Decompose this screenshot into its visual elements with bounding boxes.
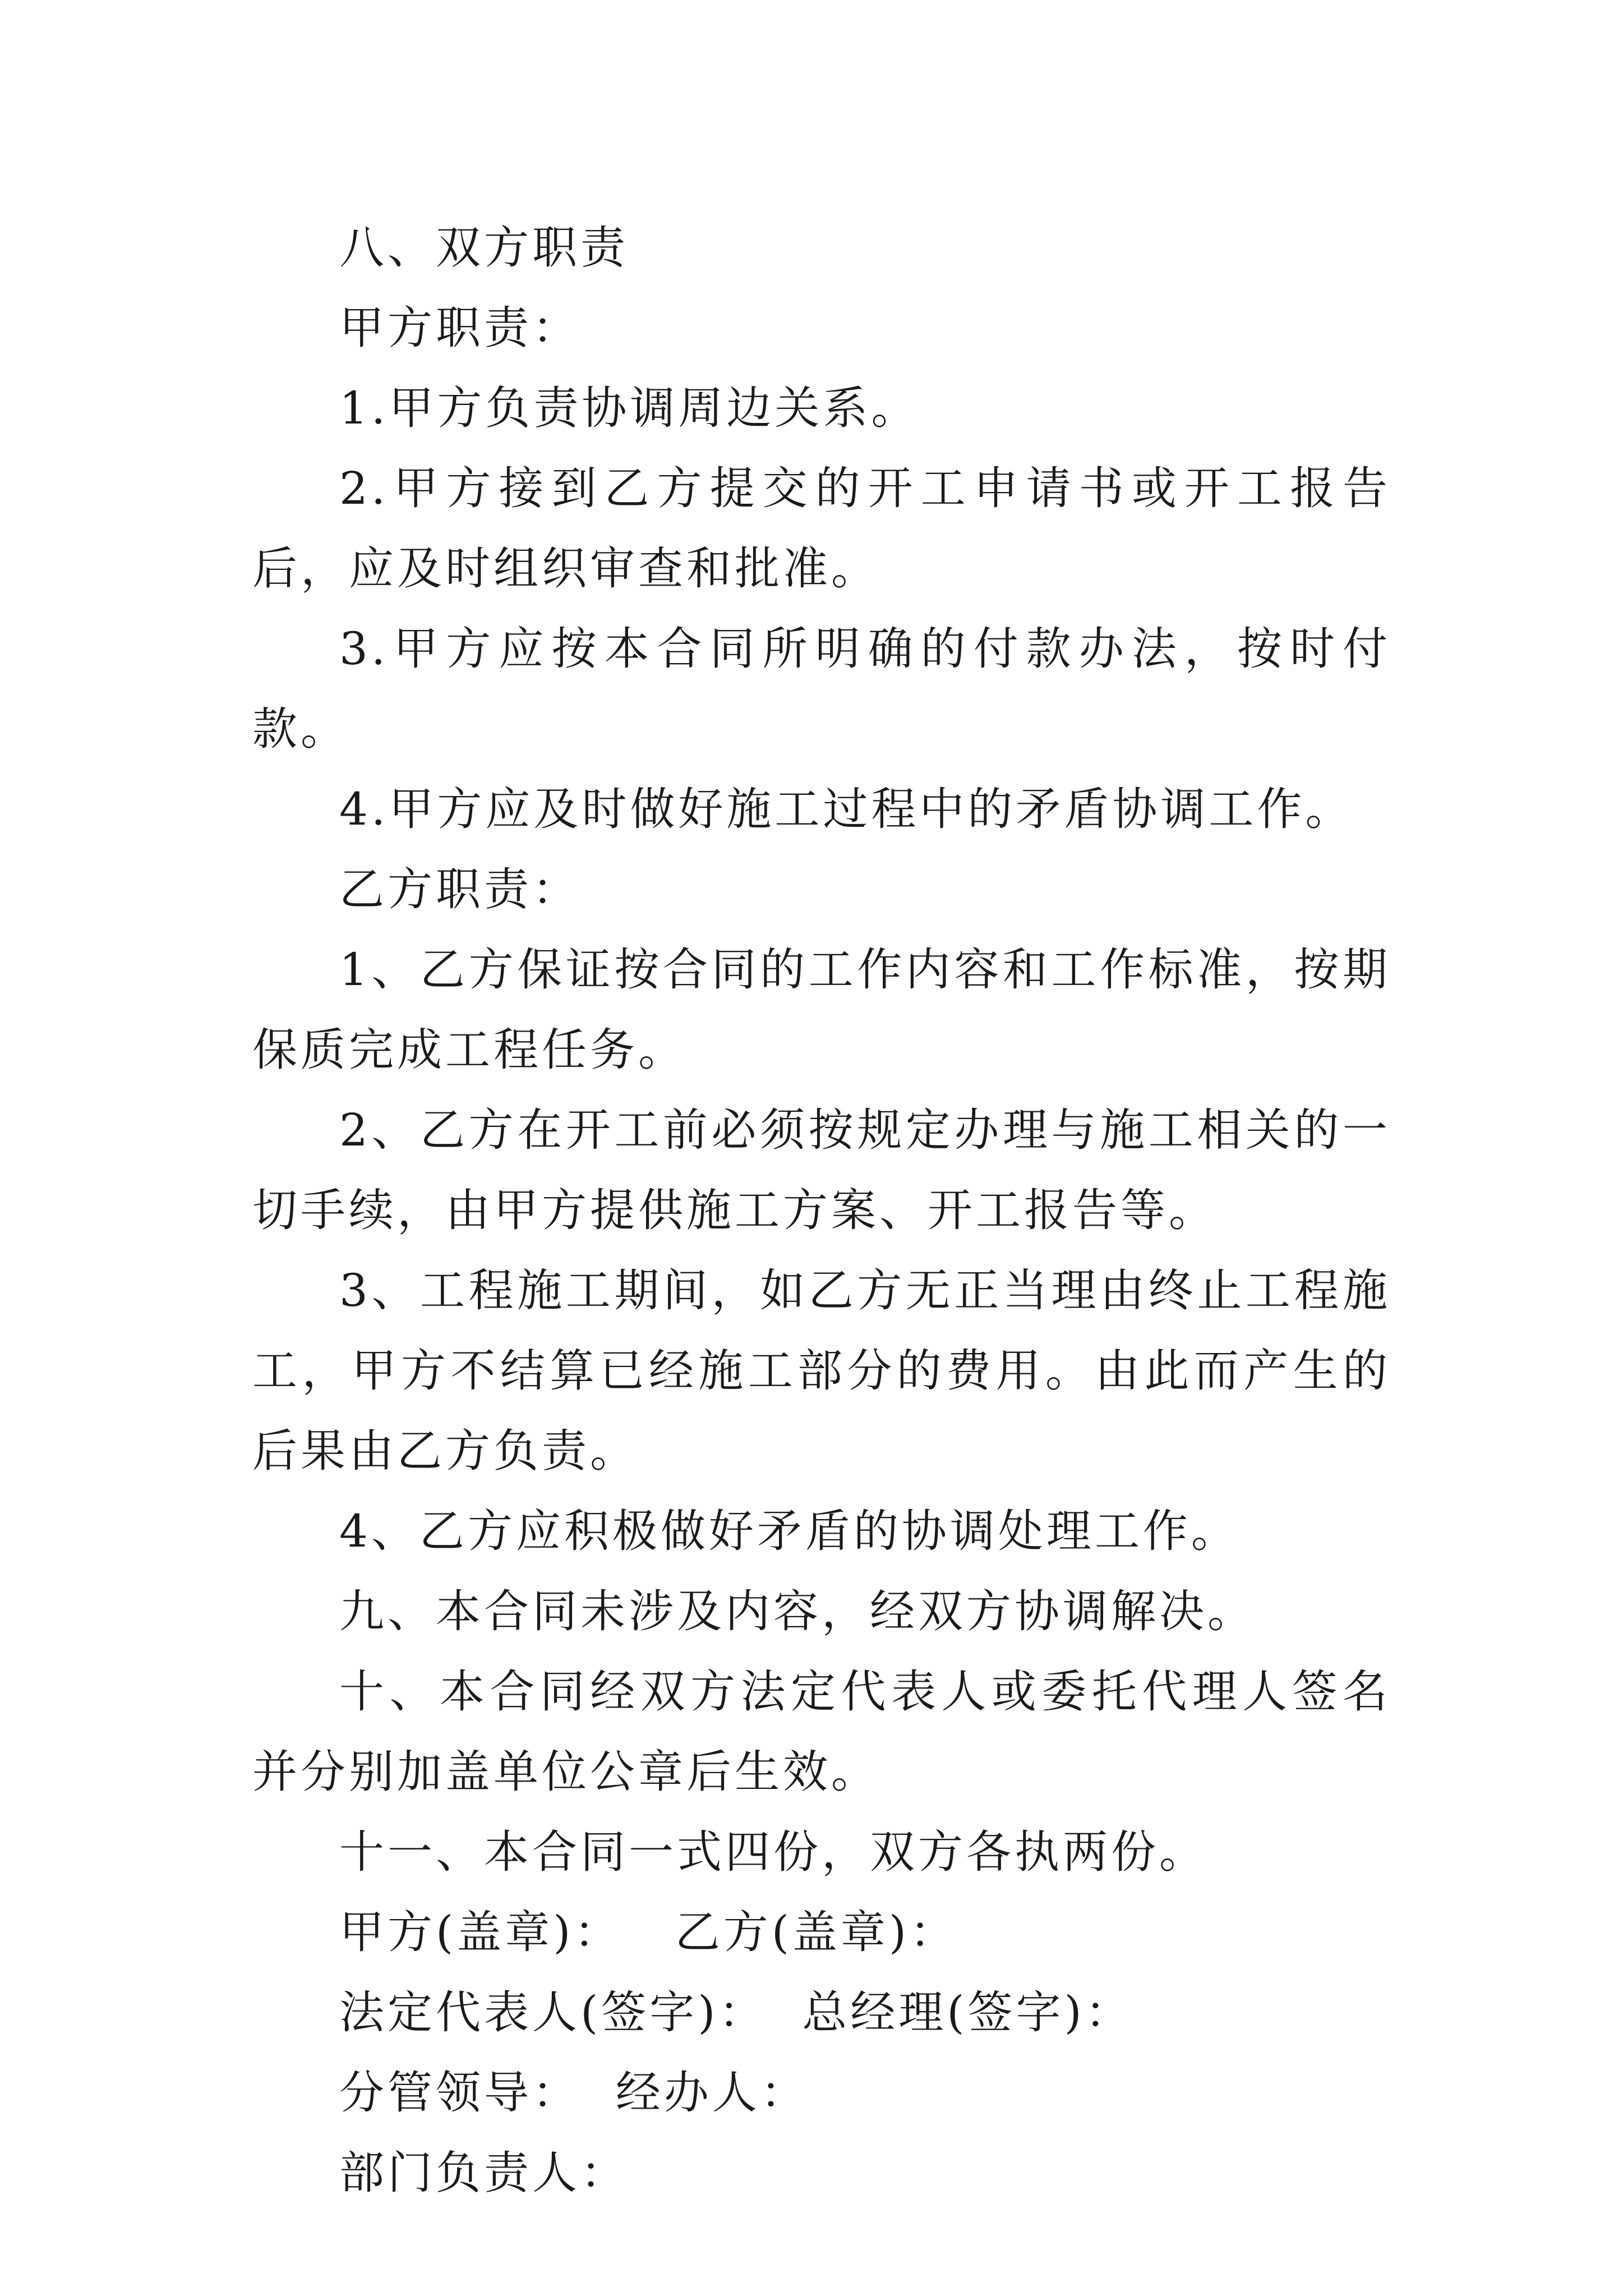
- clause-nine: 九、本合同未涉及内容，经双方协调解决。: [339, 1585, 1256, 1637]
- party-b-duty-3: 3、工程施工期间，如乙方无正当理由终止工程施工，甲方不结算已经施工部分的费用。由此而产生的后果由乙方负责。: [252, 1264, 1391, 1477]
- party-a-duty-3: 3.甲方应按本合同所明确的付款办法，按时付款。: [252, 623, 1391, 755]
- signature-line-department-head: 部门负责人：: [339, 2147, 629, 2199]
- party-a-duties-heading: 甲方职责：: [339, 302, 580, 354]
- signature-line-managers: 分管领导： 经办人：: [339, 2067, 809, 2119]
- party-b-duty-1: 1、乙方保证按合同的工作内容和工作标准，按期保质完成工程任务。: [252, 944, 1391, 1076]
- party-a-duty-4: 4.甲方应及时做好施工过程中的矛盾协调工作。: [339, 783, 1354, 835]
- party-b-duty-2: 2、乙方在开工前必须按规定办理与施工相关的一切手续，由甲方提供施工方案、开工报告等。: [252, 1104, 1391, 1236]
- party-a-duty-1: 1.甲方负责协调周边关系。: [339, 382, 920, 434]
- clause-eleven: 十一、本合同一式四份，双方各执两份。: [339, 1826, 1207, 1878]
- signature-line-representatives: 法定代表人(签字)： 总经理(签字)：: [339, 1986, 1133, 2039]
- party-a-duty-2: 2.甲方接到乙方提交的开工申请书或开工报告后，应及时组织审查和批准。: [252, 462, 1391, 595]
- document-body: [252, 208, 1391, 2213]
- party-b-duties-heading: 乙方职责：: [339, 863, 580, 915]
- party-b-duty-4: 4、乙方应积极做好矛盾的协调处理工作。: [339, 1505, 1239, 1557]
- section-heading-duties: 八、双方职责: [339, 222, 629, 274]
- signature-line-seals: 甲方(盖章)： 乙方(盖章)：: [339, 1906, 958, 1958]
- clause-ten: 十、本合同经双方法定代表人或委托代理人签名并分别加盖单位公章后生效。: [252, 1665, 1391, 1798]
